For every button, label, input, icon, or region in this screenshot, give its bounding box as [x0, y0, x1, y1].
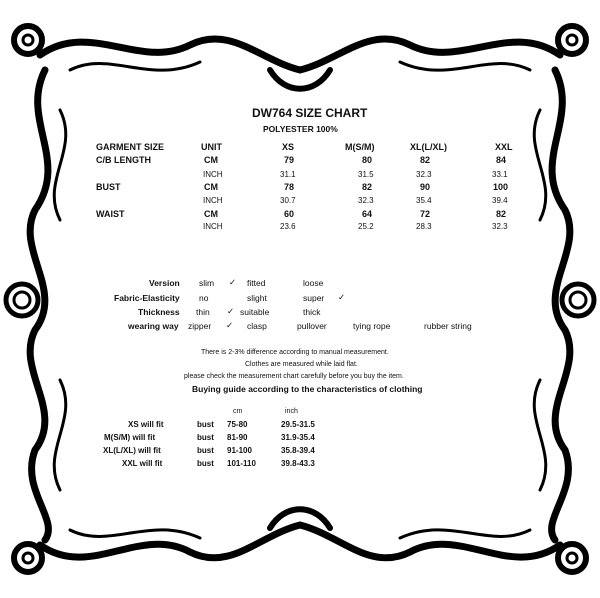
attr-option: thin	[196, 307, 210, 317]
attr-option: clasp	[247, 321, 267, 331]
attr-option: slim	[199, 278, 215, 288]
unit-inch: INCH	[203, 170, 223, 179]
attr-option: rubber string	[424, 321, 472, 331]
cell-inch: 25.2	[358, 222, 374, 231]
header-m: M(S/M)	[345, 142, 375, 152]
row-name: C/B LENGTH	[96, 155, 151, 165]
cell-inch: 31.5	[358, 170, 374, 179]
guide-cm: 101-110	[227, 459, 256, 468]
cell-inch: 23.6	[280, 222, 296, 231]
header-xxl: XXL	[495, 142, 513, 152]
cell-inch: 32.3	[492, 222, 508, 231]
cell-cm: 78	[284, 182, 295, 192]
row-name: WAIST	[96, 209, 125, 219]
cell-cm: 82	[362, 182, 373, 192]
cell-inch: 30.7	[280, 196, 296, 205]
attr-option: no	[199, 293, 209, 303]
guide-inch: 29.5-31.5	[281, 420, 315, 429]
material-label: POLYESTER 100%	[263, 124, 338, 134]
attr-option: loose	[303, 278, 324, 288]
check-icon: ✓	[229, 277, 237, 287]
cell-inch: 28.3	[416, 222, 432, 231]
cell-cm: 79	[284, 155, 295, 165]
note-line: please check the measurement chart carefully before you buy the item.	[184, 373, 404, 380]
attr-option: fitted	[247, 278, 266, 288]
guide-size: XXL will fit	[122, 459, 163, 468]
check-icon: ✓	[226, 320, 234, 330]
guide-cm: 81-90	[227, 433, 248, 442]
guide-part: bust	[197, 446, 214, 455]
cell-cm: 82	[420, 155, 431, 165]
cell-cm: 64	[362, 209, 373, 219]
attr-option: pullover	[297, 321, 327, 331]
guide-part: bust	[197, 433, 214, 442]
chart-title: DW764 SIZE CHART	[252, 106, 368, 120]
header-xl: XL(L/XL)	[410, 142, 447, 152]
guide-inch: 31.9-35.4	[281, 433, 315, 442]
guide-col-cm: cm	[233, 408, 243, 415]
guide-cm: 75-80	[227, 420, 248, 429]
guide-inch: 39.8-43.3	[281, 459, 315, 468]
header-unit: UNIT	[201, 142, 222, 152]
note-line: Clothes are measured while laid flat.	[245, 361, 358, 368]
unit-inch: INCH	[203, 196, 223, 205]
cell-inch: 32.3	[416, 170, 432, 179]
cell-inch: 32.3	[358, 196, 374, 205]
guide-cm: 91-100	[227, 446, 252, 455]
cell-inch: 39.4	[492, 196, 508, 205]
buying-guide-title: Buying guide according to the characteristics of clothing	[192, 384, 423, 394]
guide-col-inch: inch	[285, 408, 298, 415]
guide-part: bust	[197, 459, 214, 468]
row-name: BUST	[96, 182, 121, 192]
guide-size: XS will fit	[128, 420, 164, 429]
attr-option: thick	[303, 307, 321, 317]
attr-label-wearing-way: wearing way	[128, 321, 179, 331]
guide-size: M(S/M) will fit	[104, 433, 156, 442]
header-garment-size: GARMENT SIZE	[96, 142, 165, 152]
attr-option: suitable	[240, 307, 270, 317]
cell-cm: 100	[493, 182, 509, 192]
attr-label-version: Version	[149, 278, 180, 288]
cell-cm: 84	[496, 155, 507, 165]
unit-cm: CM	[204, 182, 218, 192]
note-line: There is 2-3% difference according to manual measurement.	[201, 349, 389, 356]
cell-cm: 82	[496, 209, 507, 219]
attr-label-thickness: Thickness	[138, 307, 180, 317]
guide-part: bust	[197, 420, 214, 429]
guide-inch: 35.8-39.4	[281, 446, 315, 455]
attr-option: super	[303, 293, 325, 303]
check-icon: ✓	[338, 292, 346, 302]
attr-label-elasticity: Fabric-Elasticity	[114, 293, 180, 303]
cell-cm: 60	[284, 209, 295, 219]
attr-option: slight	[247, 293, 267, 303]
unit-cm: CM	[204, 155, 218, 165]
attr-option: tying rope	[353, 321, 391, 331]
cell-inch: 31.1	[280, 170, 296, 179]
header-xs: XS	[282, 142, 295, 152]
cell-inch: 35.4	[416, 196, 432, 205]
cell-cm: 72	[420, 209, 431, 219]
guide-size: XL(L/XL) will fit	[103, 446, 161, 455]
cell-inch: 33.1	[492, 170, 508, 179]
check-icon: ✓	[227, 306, 235, 316]
cell-cm: 80	[362, 155, 373, 165]
attr-option: zipper	[188, 321, 212, 331]
cell-cm: 90	[420, 182, 431, 192]
unit-inch: INCH	[203, 222, 223, 231]
unit-cm: CM	[204, 209, 218, 219]
